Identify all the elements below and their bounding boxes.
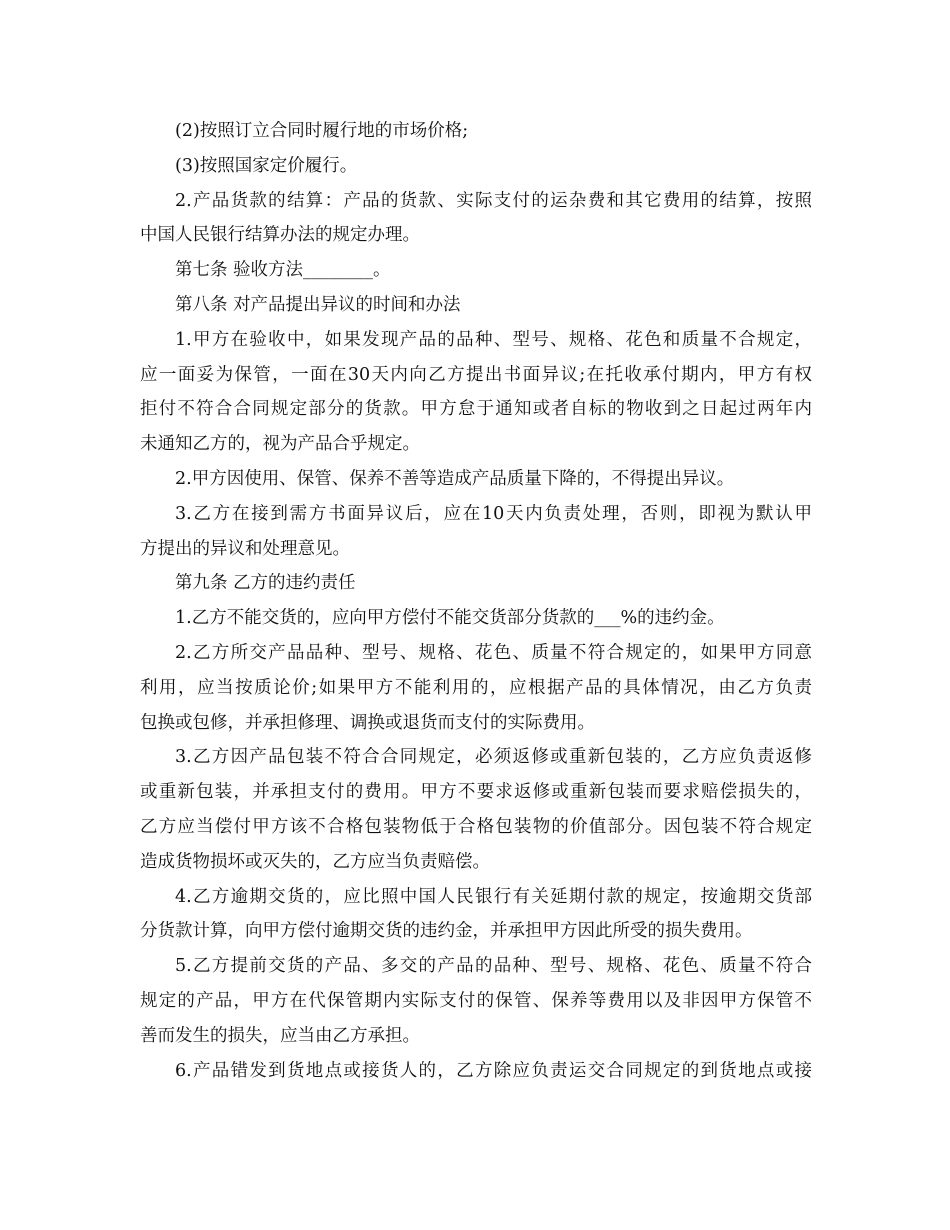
clause-line: 未通知乙方的，视为产品合乎规定。 (140, 434, 420, 455)
clause-line: 4.乙方逾期交货的，应比照中国人民银行有关延期付款的规定，按逾期交货部 (175, 886, 812, 907)
article-heading: 第八条 对产品提出异议的时间和办法 (175, 294, 461, 315)
article-heading: 第七条 验收方法________。 (175, 260, 391, 281)
document-page (140, 114, 812, 1088)
clause-line: 2.甲方因使用、保管、保养不善等造成产品质量下降的，不得提出异议。 (175, 468, 735, 489)
clause-line: 5.乙方提前交货的产品、多交的产品的品种、型号、规格、花色、质量不符合 (175, 956, 812, 977)
clause-line: 或重新包装，并承担支付的费用。甲方不要求返修或重新包装而要求赔偿损失的， (140, 782, 812, 803)
clause-line: 2.产品货款的结算：产品的货款、实际支付的运杂费和其它费用的结算，按照 (175, 190, 812, 211)
clause-line: 包换或包修，并承担修理、调换或退货而支付的实际费用。 (140, 712, 595, 733)
clause-line: 1.甲方在验收中，如果发现产品的品种、型号、规格、花色和质量不合规定， (175, 329, 812, 350)
clause-line: 1.乙方不能交货的，应向甲方偿付不能交货部分货款的___%的违约金。 (175, 608, 725, 629)
clause-line: 3.乙方在接到需方书面异议后，应在10天内负责处理，否则，即视为默认甲 (175, 503, 812, 524)
clause-line: 方提出的异议和处理意见。 (140, 538, 350, 559)
clause-line: 分货款计算，向甲方偿付逾期交货的违约金，并承担甲方因此所受的损失费用。 (140, 921, 753, 942)
clause-line: 造成货物损坏或灭失的，乙方应当负责赔偿。 (140, 851, 490, 872)
clause-line: 6.产品错发到货地点或接货人的，乙方除应负责运交合同规定的到货地点或接 (175, 1060, 812, 1081)
clause-line: 中国人民银行结算办法的规定办理。 (140, 225, 420, 246)
clause-line: 利用，应当按质论价;如果甲方不能利用的，应根据产品的具体情况，由乙方负责 (140, 677, 812, 698)
clause-line: 3.乙方因产品包装不符合合同规定，必须返修或重新包装的，乙方应负责返修 (175, 747, 812, 768)
clause-line: 乙方应当偿付甲方该不合格包装物低于合格包装物的价值部分。因包装不符合规定 (140, 816, 812, 837)
clause-line: (3)按照国家定价履行。 (175, 155, 358, 176)
clause-line: 善而发生的损失，应当由乙方承担。 (140, 1025, 420, 1046)
clause-line: 拒付不符合合同规定部分的货款。甲方怠于通知或者自标的物收到之日起过两年内 (140, 399, 812, 420)
clause-line: 2.乙方所交产品品种、型号、规格、花色、质量不符合规定的，如果甲方同意 (175, 642, 812, 663)
clause-line: (2)按照订立合同时履行地的市场价格; (175, 121, 469, 141)
clause-line: 规定的产品，甲方在代保管期内实际支付的保管、保养等费用以及非因甲方保管不 (140, 990, 812, 1011)
clause-line: 应一面妥为保管，一面在30天内向乙方提出书面异议;在托收承付期内，甲方有权 (140, 364, 812, 385)
article-heading: 第九条 乙方的违约责任 (175, 573, 356, 594)
